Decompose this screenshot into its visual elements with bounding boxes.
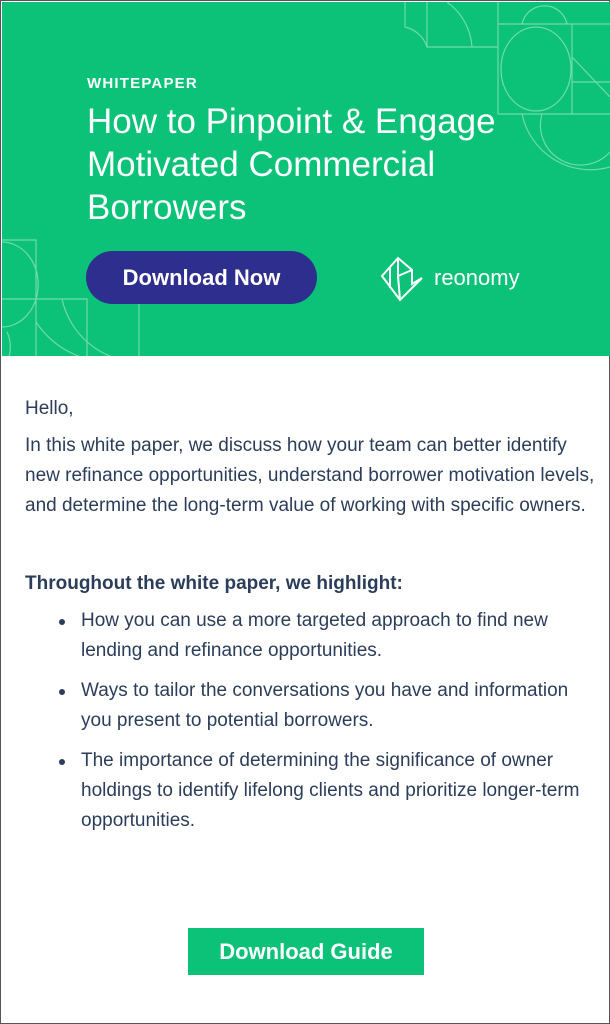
- brand-name: reonomy: [434, 265, 520, 290]
- whitepaper-label: WHITEPAPER: [87, 75, 198, 92]
- list-item: How you can use a more targeted approach to find new lending and refinance opportunities.: [59, 606, 595, 666]
- greeting: Hello,: [25, 398, 74, 419]
- list-item: Ways to tailor the conversations you have and information you present to potential borrowers.: [59, 676, 595, 736]
- reonomy-logo-icon: [378, 254, 426, 302]
- highlights-heading: Throughout the white paper, we highlight:: [25, 573, 403, 594]
- intro-paragraph: In this white paper, we discuss how your team can better identify new refinance opportunities, understand borrower motivation levels, and determine the long-term value of working with specific owners.: [25, 435, 595, 516]
- email-body: [25, 394, 595, 846]
- reonomy-logo[interactable]: [378, 254, 520, 302]
- hero-banner: [2, 2, 610, 356]
- highlights-list: [59, 606, 595, 836]
- download-now-button[interactable]: Download Now: [86, 251, 317, 304]
- list-item: The importance of determining the significance of owner holdings to identify lifelong clients and prioritize longer-term opportunities.: [59, 746, 595, 836]
- download-guide-button[interactable]: Download Guide: [188, 928, 424, 975]
- hero-title: How to Pinpoint & Engage Motivated Commercial Borrowers: [87, 102, 496, 227]
